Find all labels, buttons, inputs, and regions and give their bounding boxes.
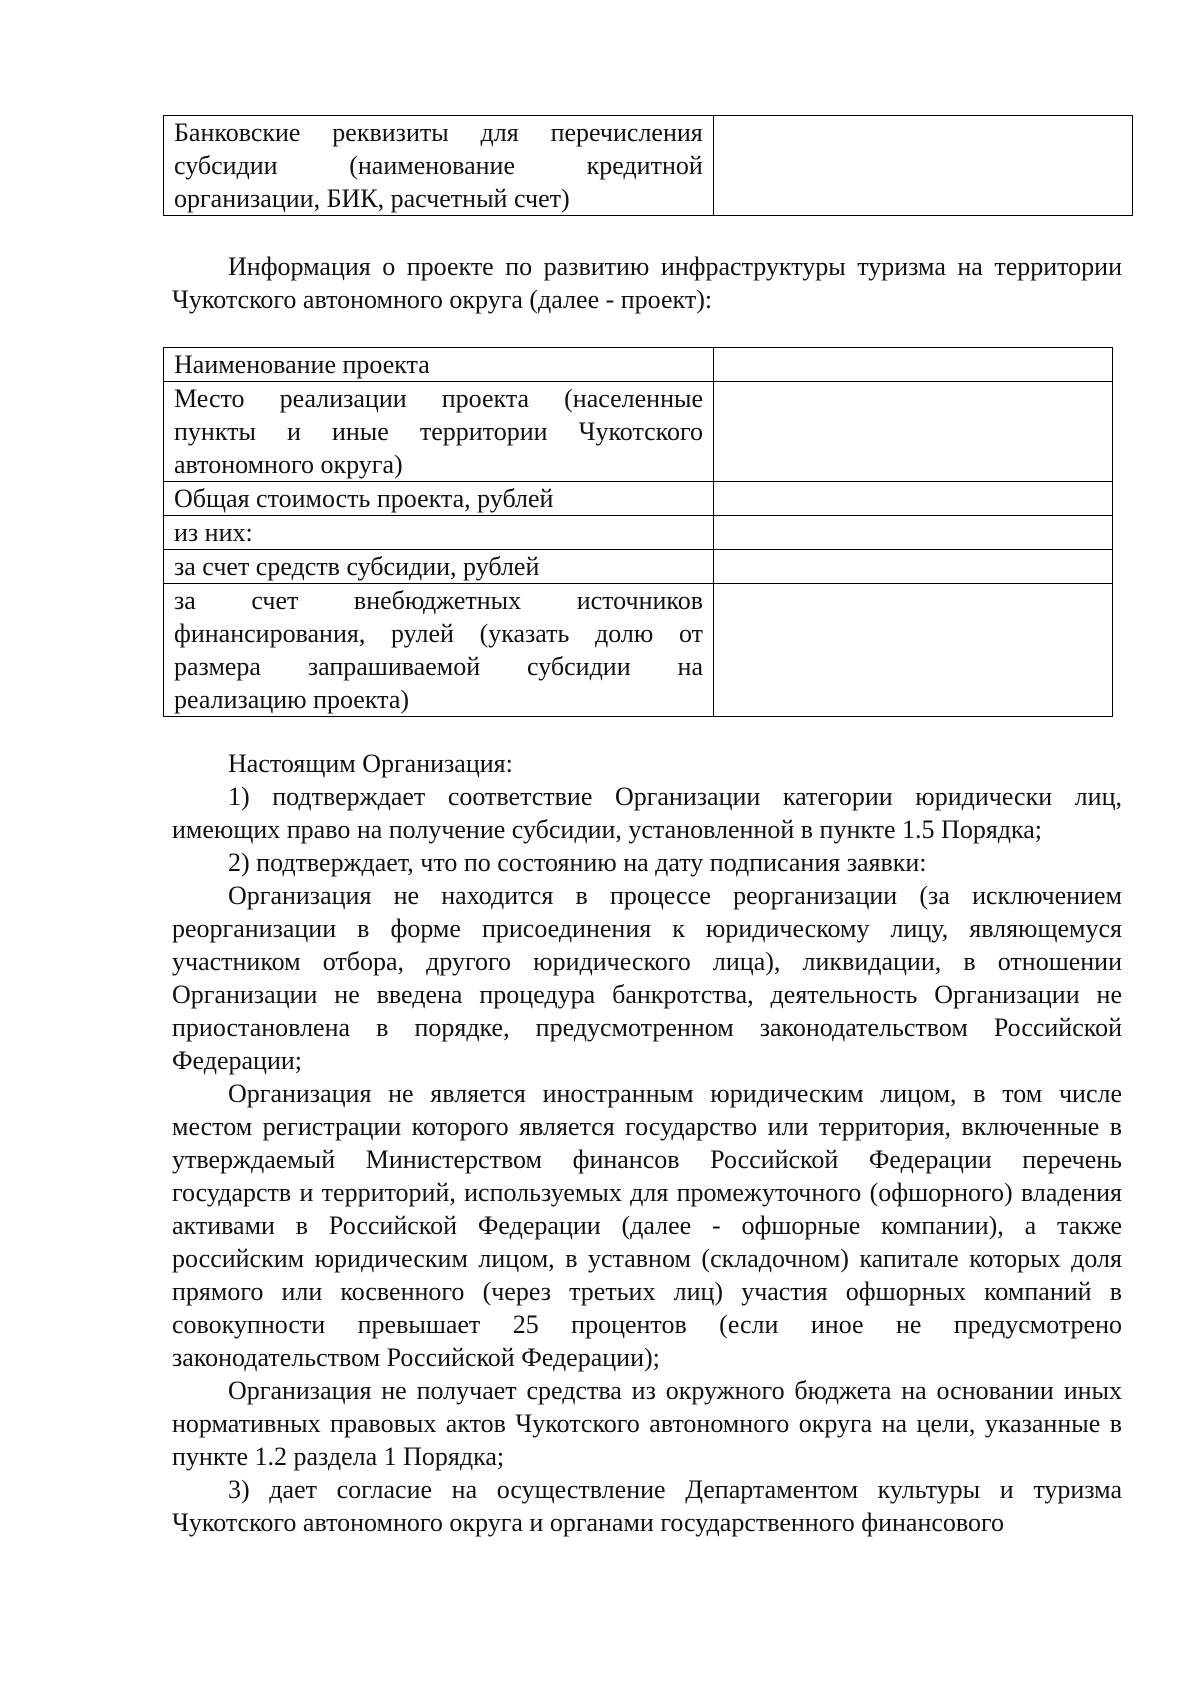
declaration-paragraph: 3) дает согласие на осуществление Департаментом культуры и туризма Чукотского автономного округа и органами государственного финансового <box>172 1475 1122 1537</box>
project-info-table <box>163 347 1113 717</box>
project-of-which-label: из них: <box>164 516 714 550</box>
project-location-label: Место реализации проекта (населенные пункты и иные территории Чукотского автономного округа) <box>164 382 714 482</box>
table-row <box>164 516 1113 550</box>
declaration-paragraph: Организация не находится в процессе реорганизации (за исключением реорганизации в форме присоединения к юридическому лицу, являющемуся участником отбора, другого юридического лица), ликвидации, в отношении Организации не введена процедура банкротства, деятельность Организации не приостановлена в порядке, предусмотренном законодательством Российской Федерации; <box>172 881 1122 1075</box>
project-extrabudgetary-value-cell <box>714 584 1113 717</box>
project-extrabudgetary-label: за счет внебюджетных источников финансирования, рулей (указать долю от размера запрашиваемой субсидии на реализацию проекта) <box>164 584 714 717</box>
bank-details-value-cell <box>713 116 1132 216</box>
declaration-paragraph: Организация не является иностранным юридическим лицом, в том числе местом регистрации которого является государство или территория, включенные в утверждаемый Министерством финансов Российской Федерации перечень государств и территорий, используемых для промежуточного (офшорного) владения активами в Российской Федерации (далее - офшорные компании), а также российским юридическим лицом, в уставном (складочном) капитале которых доля прямого или косвенного (через третьих лиц) участия офшорных компаний в совокупности превышает 25 процентов (если иное не предусмотрено законодательством Российской Федерации); <box>172 1079 1122 1372</box>
declaration-text <box>172 747 1122 1539</box>
bank-details-table <box>163 115 1133 216</box>
project-subsidy-funds-value-cell <box>714 550 1113 584</box>
project-name-label: Наименование проекта <box>164 348 714 382</box>
declaration-paragraph: Настоящим Организация: <box>228 749 513 778</box>
bank-details-label: Банковские реквизиты для перечисления субсидии (наименование кредитной организации, БИК, расчетный счет) <box>164 116 714 216</box>
table-row <box>164 482 1113 516</box>
table-row <box>164 116 1133 216</box>
project-location-value-cell <box>714 382 1113 482</box>
table-row <box>164 348 1113 382</box>
declaration-paragraph: Организация не получает средства из окружного бюджета на основании иных нормативных правовых актов Чукотского автономного округа на цели, указанные в пункте 1.2 раздела 1 Порядка; <box>172 1376 1122 1471</box>
project-total-cost-label: Общая стоимость проекта, рублей <box>164 482 714 516</box>
declaration-paragraph: 2) подтверждает, что по состоянию на дату подписания заявки: <box>228 848 927 877</box>
declaration-paragraph: 1) подтверждает соответствие Организации категории юридически лиц, имеющих право на получение субсидии, установленной в пункте 1.5 Порядка; <box>172 782 1122 844</box>
project-name-value-cell <box>714 348 1113 382</box>
project-info-intro: Информация о проекте по развитию инфраструктуры туризма на территории Чукотского автономного округа (далее - проект): <box>172 252 1122 314</box>
table-row <box>164 584 1113 717</box>
project-total-cost-value-cell <box>714 482 1113 516</box>
table-row <box>164 382 1113 482</box>
project-subsidy-funds-label: за счет средств субсидии, рублей <box>164 550 714 584</box>
table-row <box>164 550 1113 584</box>
project-of-which-value-cell <box>714 516 1113 550</box>
